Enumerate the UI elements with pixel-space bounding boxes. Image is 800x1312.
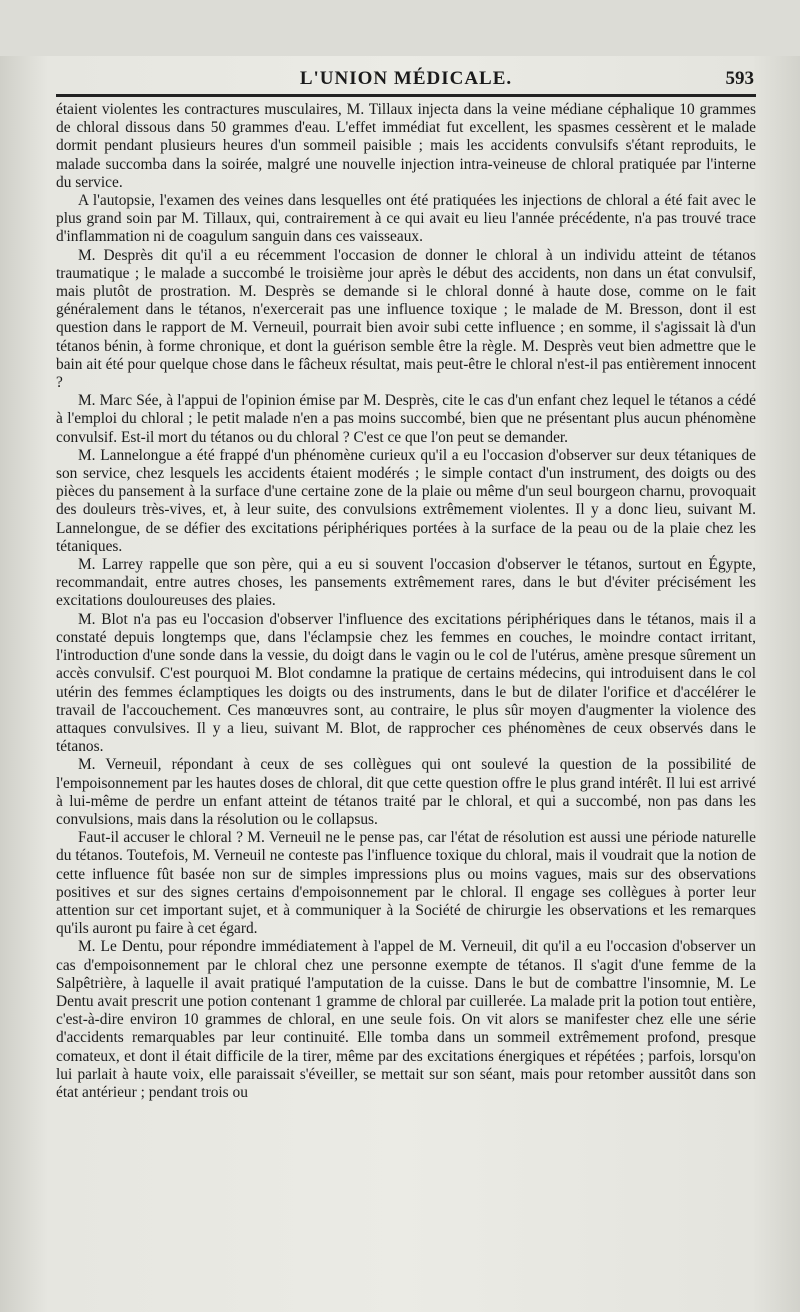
page-header	[56, 56, 756, 97]
paragraph-10: M. Le Dentu, pour répondre immédiatement à l'appel de M. Verneuil, dit qu'il a eu l'occasion d'observer un cas d'empoisonnement par le chloral chez une personne exempte de tétanos. Il s'agit d'une femme de la Salpêtrière, à laquelle il avait pratiqué l'amputation de la cuisse. Dans le but de combattre l'insomnie, M. Le Dentu avait prescrit une potion contenant 1 gramme de chloral par cuillerée. La malade prit la potion tout entière, c'est-à-dire environ 10 grammes de chloral, en une seule fois. On vit alors se manifester chez elle une série d'accidents remarquables par leur continuité. Elle tomba dans un sommeil extrêmement profond, presque comateux, et dont il était difficile de la tirer, même par des excitations énergiques et répétées ; parfois, lorsqu'on lui parlait à haute voix, elle paraissait s'éveiller, se mettait sur son séant, mais pour retomber aussitôt dans son état antérieur ; pendant trois ou	[56, 938, 756, 1101]
paragraph-3: M. Desprès dit qu'il a eu récemment l'occasion de donner le chloral à un individu atteint de tétanos traumatique ; le malade a succombé le troisième jour après le début des accidents, non dans un état convulsif, mais plutôt de prostration. M. Desprès se demande si le chloral donné à haute dose, comme on le fait généralement dans le tétanos, n'exercerait pas une influence toxique ; le malade de M. Bresson, dont il est question dans le rapport de M. Verneuil, pourrait bien avoir subi cette influence ; en somme, il s'agissait là d'un tétanos bénin, à forme chronique, et dont la guérison semble être la règle. M. Desprès veut bien admettre que le bain ait été pour quelque chose dans le fâcheux résultat, mais peut-être le chloral n'est-il pas entièrement innocent ?	[56, 246, 756, 392]
page-number: 593	[725, 68, 754, 89]
paragraph-8: M. Verneuil, répondant à ceux de ses collègues qui ont soulevé la question de la possibilité de l'empoisonnement par les hautes doses de chloral, dit que cette question offre le plus grand intérêt. Il lui est arrivé à lui-même de perdre un enfant atteint de tétanos traité par le chloral, et qui a succombé, non pas dans les convulsions, mais dans la résolution ou le collapsus.	[56, 756, 756, 828]
article-body	[56, 101, 756, 1102]
paragraph-2: A l'autopsie, l'examen des veines dans lesquelles ont été pratiquées les injections de chloral a été fait avec le plus grand soin par M. Tillaux, qui, contrairement à ce qui avait eu lieu l'année précédente, n'a pas trouvé trace d'inflammation ni de coagulum sanguin dans ces vaisseaux.	[56, 192, 756, 246]
journal-page	[0, 56, 800, 1312]
paragraph-5: M. Lannelongue a été frappé d'un phénomène curieux qu'il a eu l'occasion d'observer sur deux tétaniques de son service, chez lesquels les accidents étaient modérés ; le simple contact d'un instrument, des doigts ou des pièces du pansement à la surface d'une certaine zone de la plaie ou même d'un seul bourgeon charnu, provoquait des douleurs très-vives, et, à leur suite, des convulsions extrêmement violentes. Il y a donc lieu, suivant M. Lannelongue, de se défier des excitations périphériques portées à la surface de la peau ou de la plaie chez les tétaniques.	[56, 446, 756, 555]
paragraph-9: Faut-il accuser le chloral ? M. Verneuil ne le pense pas, car l'état de résolution est aussi une période naturelle du tétanos. Toutefois, M. Verneuil ne conteste pas l'influence toxique du chloral, mais il voudrait que la notion de cette influence fût basée non sur de simples impressions plus ou moins vagues, mais sur des observations positives et sur des signes certains d'empoisonnement par le chloral. Il engage ses collègues à porter leur attention sur cet important sujet, et à communiquer à la Société de chirurgie les observations et les remarques qu'ils auront pu faire à cet égard.	[56, 829, 756, 938]
paragraph-4: M. Marc Sée, à l'appui de l'opinion émise par M. Desprès, cite le cas d'un enfant chez lequel le tétanos a cédé à l'emploi du chloral ; le petit malade n'en a pas moins succombé, bien que ne présentant plus aucun phénomène convulsif. Est-il mort du tétanos ou du chloral ? C'est ce que l'on peut se demander.	[56, 392, 756, 446]
paragraph-1: étaient violentes les contractures musculaires, M. Tillaux injecta dans la veine médiane céphalique 10 grammes de chloral dissous dans 50 grammes d'eau. L'effet immédiat fut excellent, les spasmes cessèrent et le malade dormit pendant plusieurs heures d'un sommeil paisible ; mais les accidents convulsifs s'étant reproduits, le malade succomba dans la soirée, malgré une nouvelle injection intra-veineuse de chloral pratiquée par l'interne du service.	[56, 101, 756, 191]
paragraph-7: M. Blot n'a pas eu l'occasion d'observer l'influence des excitations périphériques dans le tétanos, mais il a constaté depuis longtemps que, dans l'éclampsie chez les femmes en couches, le moindre contact irritant, l'introduction d'une sonde dans la vessie, du doigt dans le vagin ou le col de l'utérus, amène presque sûrement un accès convulsif. C'est pourquoi M. Blot condamne la pratique de certains médecins, qui introduisent dans le col utérin des femmes éclamptiques les doigts ou des instruments, dans le but de dilater l'orifice et d'accélérer le travail de l'accouchement. Ces manœuvres sont, au contraire, le plus sûr moyen d'augmenter la violence des attaques convulsives. Il y a lieu, suivant M. Blot, de rapprocher ces phénomènes de ceux observés dans le tétanos.	[56, 610, 756, 756]
journal-title: L'UNION MÉDICALE.	[299, 68, 513, 89]
paragraph-6: M. Larrey rappelle que son père, qui a eu si souvent l'occasion d'observer le tétanos, surtout en Égypte, recommandait, entre autres choses, les pansements extrêmement rares, dans le but d'éviter précisément les excitations douloureuses des plaies.	[56, 556, 756, 610]
